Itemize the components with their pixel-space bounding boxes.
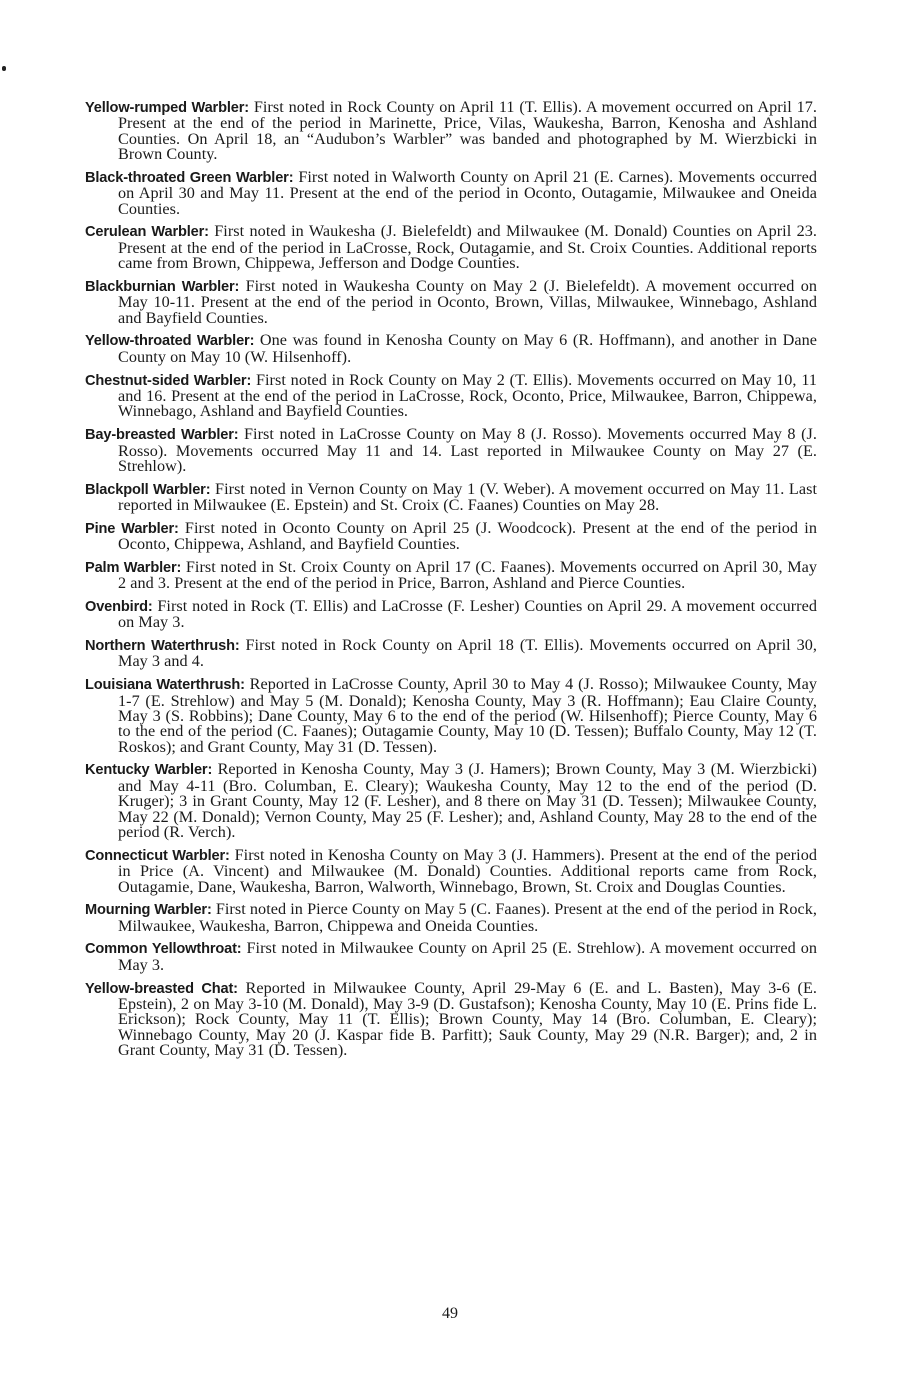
species-name: Northern Waterthrush: <box>85 638 240 655</box>
entry-text: First noted in Waukesha (J. Bielefeldt) and Milwaukee (M. Donald) Counties on April 23. Present at the end of the period in LaCrosse, Rock, Outagamie, and St. Croix Counties. Additional reports came from Brown, Chippewa, Jefferson and Dodge Counties. <box>118 222 817 273</box>
species-name: Black-throated Green Warbler: <box>85 169 294 186</box>
entry-mourning-warbler <box>85 902 817 934</box>
entry-yellow-rumped-warbler <box>85 100 817 163</box>
entry-text: First noted in Oconto County on April 25 (J. Woodcock). Present at the end of the period in Oconto, Chippewa, Ashland, and Bayfield Counties. <box>118 518 817 554</box>
entry-text: First noted in Rock County on April 18 (T. Ellis). Movements occurred on April 30, May 3 and 4. <box>118 636 817 671</box>
entry-palm-warbler <box>85 557 818 593</box>
entry-blackburnian-warbler <box>85 276 817 327</box>
species-name: Connecticut Warbler: <box>85 847 230 864</box>
entry-text: First noted in Milwaukee County on April 25 (E. Strehlow). A movement occurred on May 3. <box>118 939 817 974</box>
scan-mark <box>2 66 6 71</box>
species-name: Blackburnian Warbler: <box>85 278 240 295</box>
entry-black-throated-green-warbler <box>85 167 817 218</box>
species-name: Yellow-breasted Chat: <box>85 980 238 997</box>
species-name: Common Yellowthroat: <box>85 941 242 958</box>
entry-text: First noted in Rock (T. Ellis) and LaCrosse (F. Lesher) Counties on April 29. A movement occurred on May 3. <box>118 596 817 632</box>
entry-bay-breasted-warbler <box>85 427 817 474</box>
entry-blackpoll-warbler <box>85 479 817 515</box>
species-name: Kentucky Warbler: <box>85 762 213 779</box>
entry-kentucky-warbler <box>85 762 817 840</box>
entry-text: Reported in Milwaukee County, April 29-May 6 (E. and L. Basten), May 3-6 (E. Epstein), 2 on May 3-10 (M. Donald), May 3-9 (D. Gustafson); Kenosha County, May 10 (E. Prins fide L. Erickson); Rock County, May 11 (T. Ellis); Brown County, May 14 (Bro. Columban, E. Cleary); Winnebago County, May 20 (J. Kaspar fide B. Parfitt); Sauk County, May 29 (N.R. Barger); and, 2 in Grant County, May 31 (D. Tessen). <box>118 978 817 1060</box>
entry-louisiana-waterthrush <box>85 677 817 755</box>
entry-text: First noted in Rock County on May 2 (T. Ellis). Movements occurred on May 10, 11 and 16. Present at the end of the period in LaCrosse, Rock, Oconto, Price, Milwaukee, Barron, Chippewa, Winnebago, Ashland and Bayfield Counties. <box>118 370 818 421</box>
species-name: Palm Warbler: <box>85 559 182 576</box>
entry-common-yellowthroat <box>85 941 817 973</box>
entry-ovenbird <box>85 596 817 632</box>
species-name: Ovenbird: <box>85 598 153 615</box>
species-name: Bay-breasted Warbler: <box>85 427 239 444</box>
page-number: 49 <box>442 1305 458 1322</box>
entry-text: First noted in LaCrosse County on May 8 (J. Rosso). Movements occurred May 8 (J. Rosso). Movements occurred May 11 and 14. Last reported in Milwaukee County on May 27 (E. Strehlow). <box>118 425 817 475</box>
entry-text: First noted in St. Croix County on April 17 (C. Faanes). Movements occurred on April 30, May 2 and 3. Present at the end of the period in Price, Barron, Ashland and Pierce Counties. <box>118 557 818 593</box>
species-name: Louisiana Waterthrush: <box>85 677 245 694</box>
document-body <box>85 100 817 1066</box>
entry-yellow-throated-warbler <box>85 333 817 365</box>
species-name: Yellow-throated Warbler: <box>85 333 255 350</box>
entry-text: Reported in LaCrosse County, April 30 to May 4 (J. Rosso); Milwaukee County, May 1-7 (E. Strehlow) and May 5 (M. Donald); Kenosha County, May 3 (R. Hoffmann); Eau Claire County, May 3 (S. Robbins); Dane County, May 6 to the end of the period (W. Hilsenhoff); Pierce County, May 6 to the end of the period (C. Faanes); Outagamie County, May 10 (D. Tessen); Buffalo County, May 12 (T. Roskos); and Grant County, May 31 (D. Tessen). <box>118 675 817 756</box>
species-name: Blackpoll Warbler: <box>85 481 211 498</box>
species-name: Mourning Warbler: <box>85 902 212 919</box>
entry-cerulean-warbler <box>85 224 817 271</box>
entry-text: One was found in Kenosha County on May 6 (R. Hoffmann), and another in Dane County on May 10 (W. Hilsenhoff). <box>118 331 818 366</box>
entry-pine-warbler <box>85 518 817 554</box>
entry-text: Reported in Kenosha County, May 3 (J. Hamers); Brown County, May 3 (M. Wierzbicki) and May 4-11 (Bro. Columban, E. Cleary); Waukesha County, May 12 to the end of the period (D. Kruger); 3 in Grant County, May 12 (F. Lesher), and 8 there on May 31 (D. Tessen); Milwaukee County, May 22 (M. Donald); Vernon County, May 25 (F. Lesher); and, Ashland County, May 28 to the end of the period (R. Verch). <box>118 760 817 842</box>
species-name: Pine Warbler: <box>85 520 179 537</box>
entry-connecticut-warbler <box>85 845 817 896</box>
entry-northern-waterthrush <box>85 638 817 670</box>
entry-text: First noted in Waukesha County on May 2 (J. Bielefeldt). A movement occurred on May 10-11. Present at the end of the period in Oconto, Brown, Villas, Milwaukee, Winnebago, Ashland and Bayfield Counties. <box>118 276 817 327</box>
entry-text: First noted in Walworth County on April 21 (E. Carnes). Movements occurred on April 30 and May 11. Present at the end of the period in Oconto, Outagamie, Milwaukee and Oneida Counties. <box>118 167 817 218</box>
species-name: Cerulean Warbler: <box>85 224 209 241</box>
species-name: Chestnut-sided Warbler: <box>85 372 252 389</box>
entry-chestnut-sided-warbler <box>85 370 818 421</box>
entry-text: First noted in Vernon County on May 1 (V. Weber). A movement occurred on May 11. Last reported in Milwaukee (E. Epstein) and St. Croix (C. Faanes) Counties on May 28. <box>118 479 817 515</box>
entry-text: First noted in Kenosha County on May 3 (J. Hammers). Present at the end of the period in Price (A. Vincent) and Milwaukee (M. Donald) Counties. Additional reports came from Rock, Outagamie, Dane, Waukesha, Barron, Walworth, Winnebago, Brown, St. Croix and Douglas Counties. <box>118 845 817 896</box>
entry-text: First noted in Pierce County on May 5 (C. Faanes). Present at the end of the period in Rock, Milwaukee, Waukesha, Barron, Chippewa and Oneida Counties. <box>118 900 817 935</box>
entry-yellow-breasted-chat <box>85 978 817 1060</box>
entry-text: First noted in Rock County on April 11 (T. Ellis). A movement occurred on April 17. Present at the end of the period in Marinette, Price, Vilas, Waukesha, Barron, Kenosha and Ashland Counties. On April 18, an “Audubon’s Warbler” was banded and photographed by M. Wierzbicki in Brown County. <box>118 98 817 164</box>
species-name: Yellow-rumped Warbler: <box>85 100 249 116</box>
